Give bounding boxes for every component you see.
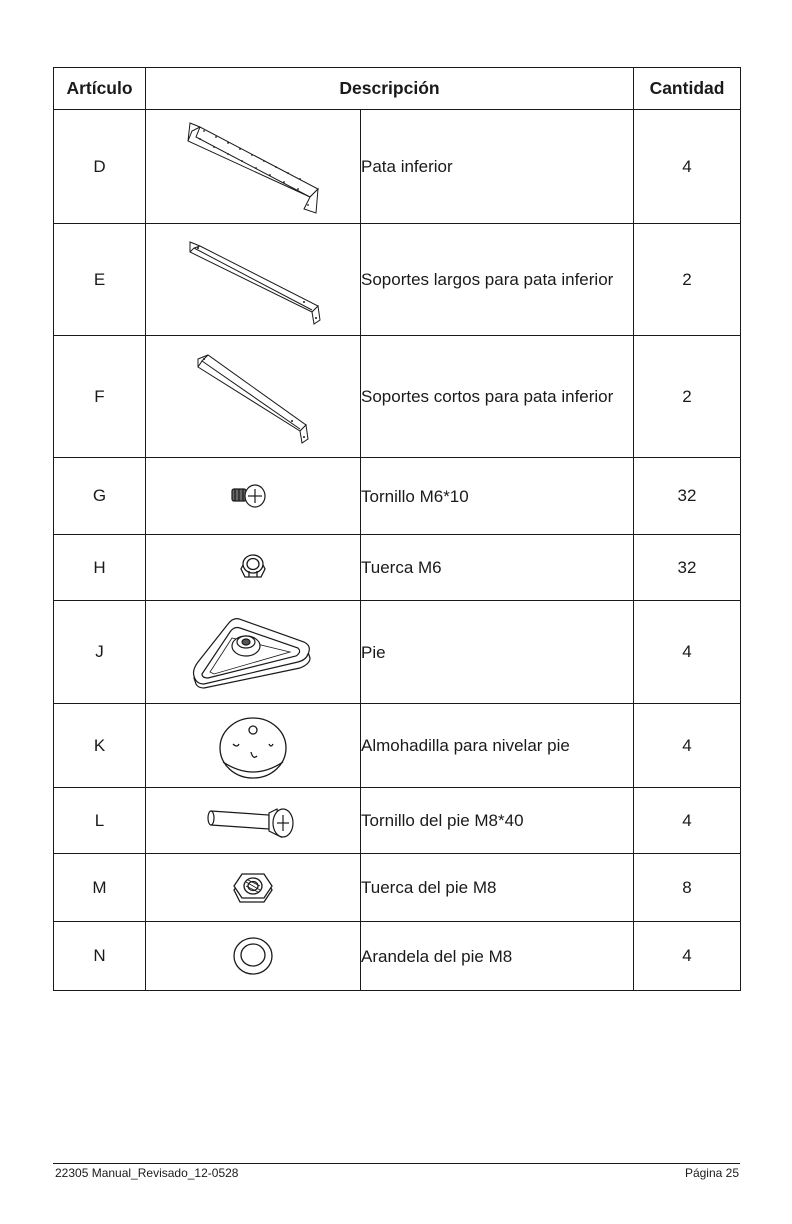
part-description: Tornillo M6*10 <box>361 458 634 535</box>
table-row <box>54 922 741 991</box>
part-image-cell <box>146 458 361 535</box>
footer-document-id: 22305 Manual_Revisado_12-0528 <box>55 1166 239 1180</box>
parts-table <box>53 67 741 991</box>
part-description: Soportes cortos para pata inferior <box>361 336 634 458</box>
foot-bolt-m8-icon <box>203 801 303 841</box>
part-image-cell <box>146 704 361 788</box>
part-description: Tuerca M6 <box>361 535 634 601</box>
item-letter: L <box>54 788 146 854</box>
part-image-cell <box>146 922 361 991</box>
footer-divider <box>53 1163 740 1164</box>
long-lower-leg-brace-icon <box>178 232 328 328</box>
table-row <box>54 458 741 535</box>
table-row <box>54 601 741 704</box>
part-description: Tuerca del pie M8 <box>361 854 634 922</box>
foot-washer-m8-icon <box>230 933 276 979</box>
part-description: Soportes largos para pata inferior <box>361 224 634 336</box>
part-image-cell <box>146 110 361 224</box>
item-letter: F <box>54 336 146 458</box>
part-image-cell <box>146 788 361 854</box>
table-row <box>54 788 741 854</box>
part-image-cell <box>146 224 361 336</box>
item-letter: M <box>54 854 146 922</box>
item-letter: J <box>54 601 146 704</box>
table-row <box>54 336 741 458</box>
foot-icon <box>188 612 318 692</box>
part-quantity: 4 <box>634 601 741 704</box>
header-description: Descripción <box>146 68 634 110</box>
header-item: Artículo <box>54 68 146 110</box>
part-description: Tornillo del pie M8*40 <box>361 788 634 854</box>
leveling-pad-icon <box>213 710 293 782</box>
part-image-cell <box>146 854 361 922</box>
item-letter: D <box>54 110 146 224</box>
part-description: Pie <box>361 601 634 704</box>
part-description: Arandela del pie M8 <box>361 922 634 991</box>
part-quantity: 2 <box>634 224 741 336</box>
part-image-cell <box>146 336 361 458</box>
part-description: Pata inferior <box>361 110 634 224</box>
item-letter: H <box>54 535 146 601</box>
part-image-cell <box>146 535 361 601</box>
table-row <box>54 224 741 336</box>
part-quantity: 4 <box>634 704 741 788</box>
part-quantity: 8 <box>634 854 741 922</box>
part-quantity: 32 <box>634 458 741 535</box>
part-image-cell <box>146 601 361 704</box>
nut-m6-icon <box>235 551 271 585</box>
table-row <box>54 535 741 601</box>
short-lower-leg-brace-icon <box>188 345 318 449</box>
table-row <box>54 704 741 788</box>
part-description: Almohadilla para nivelar pie <box>361 704 634 788</box>
item-letter: K <box>54 704 146 788</box>
part-quantity: 32 <box>634 535 741 601</box>
item-letter: E <box>54 224 146 336</box>
part-quantity: 4 <box>634 788 741 854</box>
foot-nut-m8-icon <box>228 866 278 910</box>
item-letter: G <box>54 458 146 535</box>
table-row <box>54 110 741 224</box>
table-header-row <box>54 68 741 110</box>
footer-page-number: Página 25 <box>684 1166 739 1180</box>
table-row <box>54 854 741 922</box>
item-letter: N <box>54 922 146 991</box>
lower-leg-angle-icon <box>178 117 328 217</box>
header-quantity: Cantidad <box>634 68 741 110</box>
part-quantity: 4 <box>634 922 741 991</box>
part-quantity: 4 <box>634 110 741 224</box>
part-quantity: 2 <box>634 336 741 458</box>
bolt-m6-icon <box>228 479 278 513</box>
